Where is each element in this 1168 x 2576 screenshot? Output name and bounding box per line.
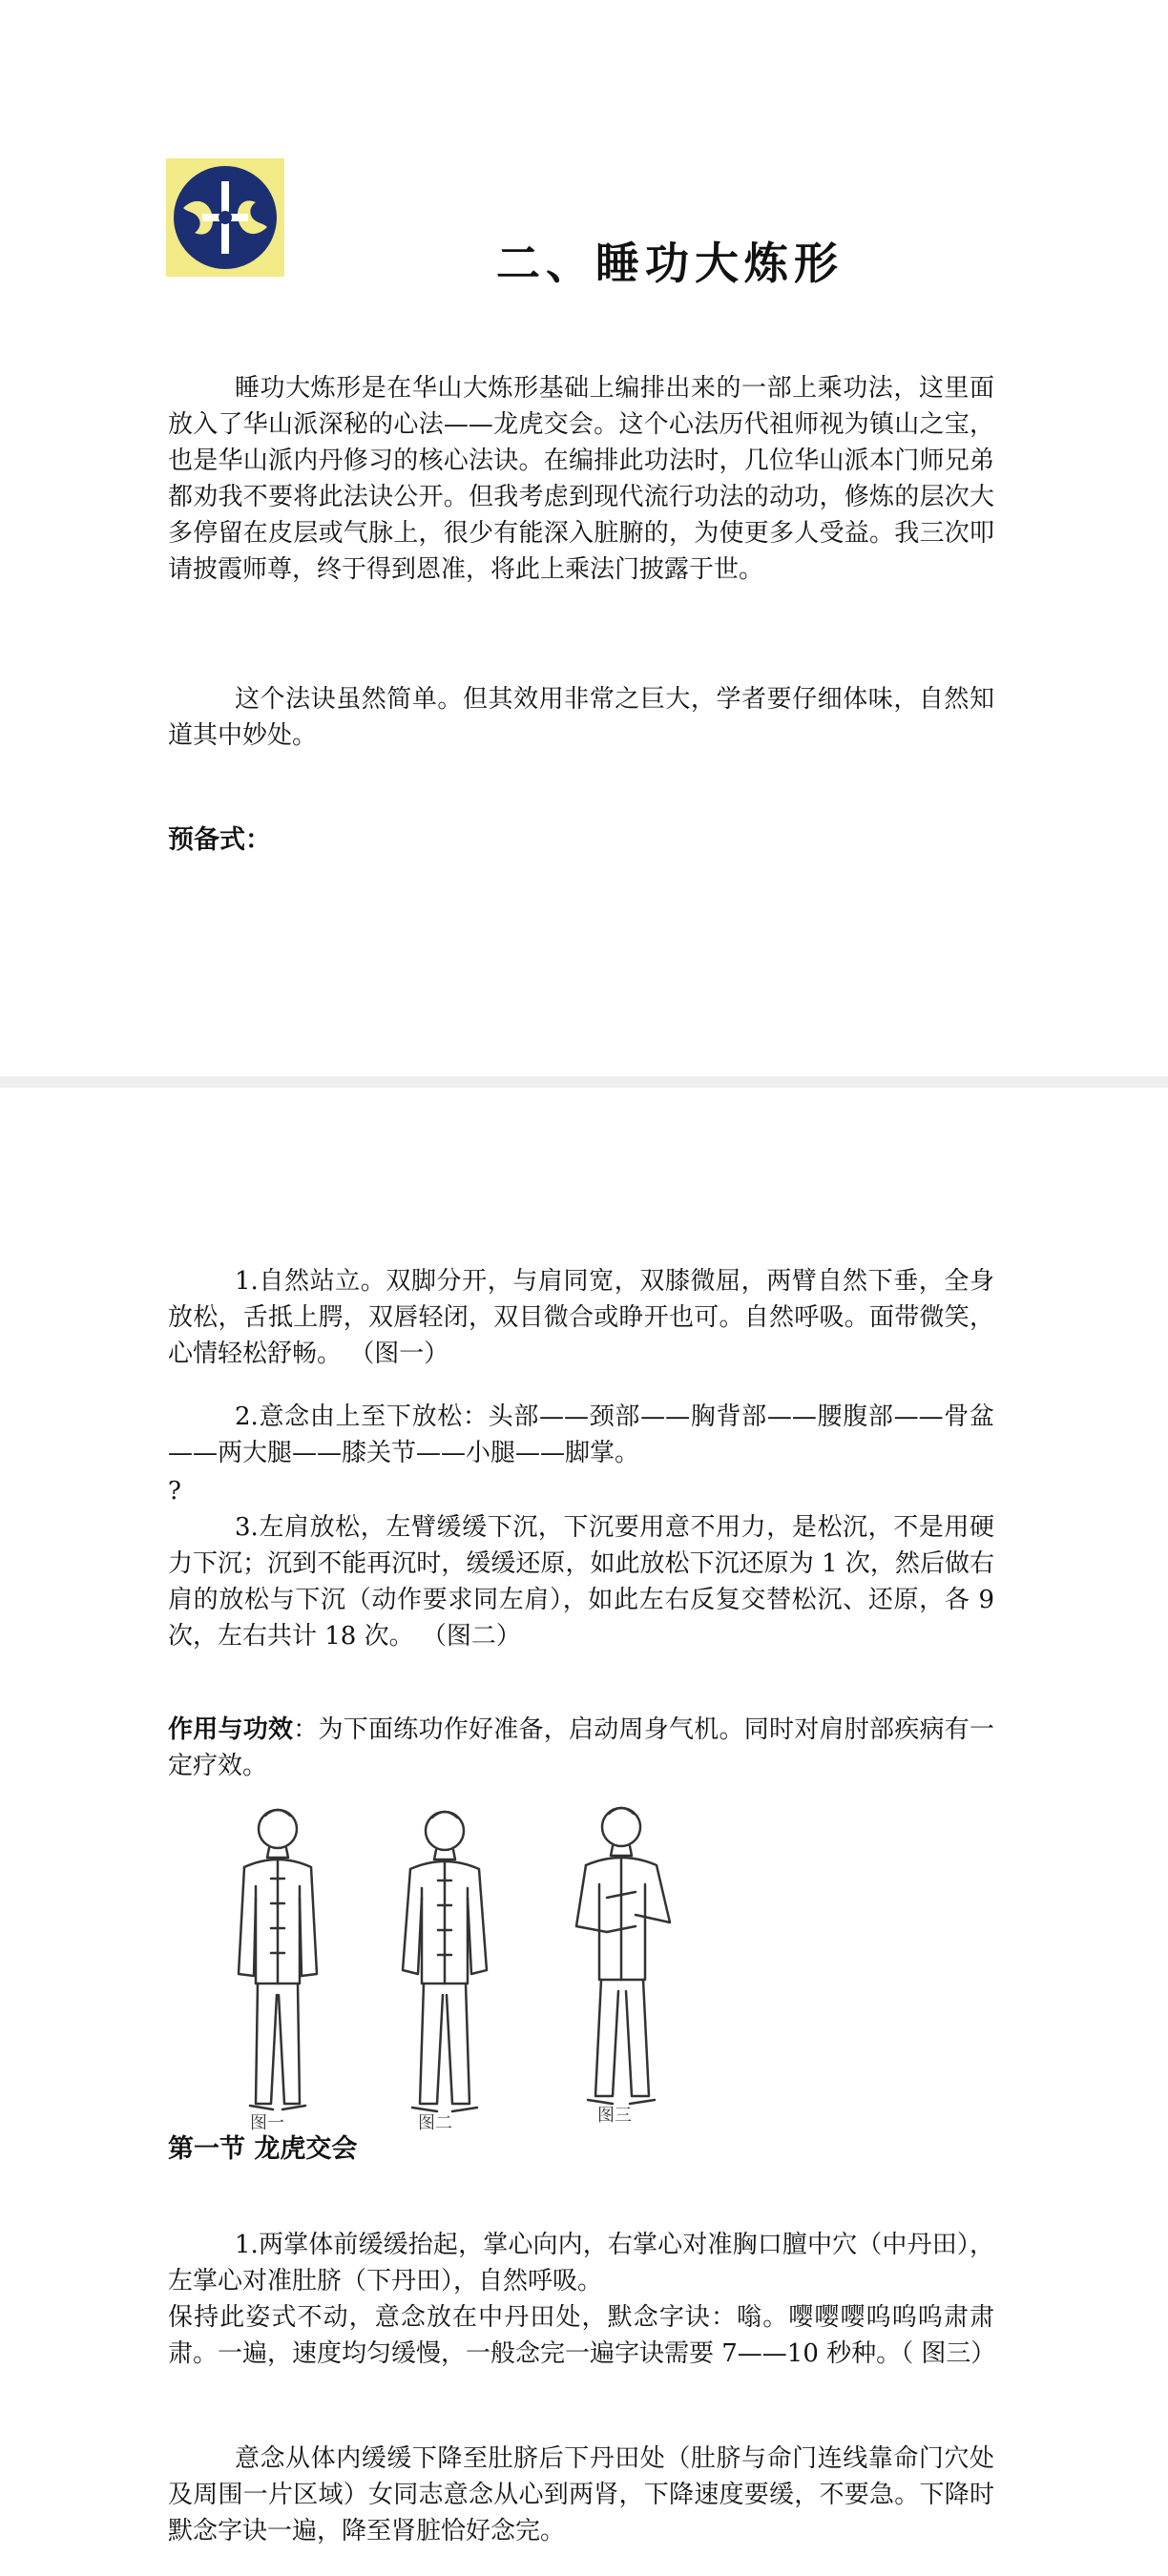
- figure-two-drawing: [403, 1812, 487, 2111]
- figure-three-drawing: [576, 1808, 670, 2104]
- posture-figure: [187, 1793, 721, 2140]
- stray-question-mark: ?: [168, 1477, 181, 1506]
- effect-text: ：为下面练功作好准备，启动周身气机。同时对肩肘部疾病有一定疗效。: [168, 1715, 994, 1780]
- intro-paragraph: 睡功大炼形是在华山大炼形基础上编排出来的一部上乘功法，这里面放入了华山派深秘的心法——龙虎交会。这个心法历代祖师视为镇山之宝，也是华山派内丹修习的核心法诀。在编排此功法时，几位华山派本门师兄弟都劝我不要将此法诀公开。但我考虑到现代流行功法的动功，修炼的层次大多停留在皮层或气脉上，很少有能深入脏腑的，为使更多人受益。我三次叩请披霞师尊，终于得到恩准，将此上乘法门披露于世。: [168, 374, 994, 584]
- page-title: 二、睡功大炼形: [496, 238, 844, 289]
- section-heading: 第一节 龙虎交会: [168, 2134, 358, 2164]
- second-paragraph: 这个法诀虽然简单。但其效用非常之巨大，学者要仔细体味，自然知道其中妙处。: [168, 685, 994, 750]
- document-page-1: [0, 0, 1168, 1076]
- prep-heading: 预备式：: [168, 825, 271, 855]
- figure-caption-1: 图一: [250, 2113, 284, 2133]
- huashan-logo: [166, 158, 284, 277]
- posture-drawings: [187, 1793, 721, 2140]
- last-paragraph: 意念从体内缓缓下降至肚脐后下丹田处（肚脐与命门连线靠命门穴处及周围一片区域）女同志意念从心到两肾，下降速度要缓，不要急。下降时默念字诀一遍，降至肾脏恰好念完。: [168, 2444, 994, 2545]
- effect-paragraph: [168, 1712, 994, 1784]
- document-page-2: [0, 1088, 1168, 2576]
- section-step-1-line-2: 保持此姿式不动，意念放在中丹田处，默念字诀：嗡。嘤嘤嘤呜呜呜肃肃肃。一遍，速度均匀缓慢，一般念完一遍字诀需要 7——10 秒种。（ 图三）: [168, 2303, 996, 2368]
- prep-step-1: 1.自然站立。双脚分开，与肩同宽，双膝微屈，两臂自然下垂，全身放松，舌抵上腭，双唇轻闭，双目微合或睁开也可。自然呼吸。面带微笑，心情轻松舒畅。 （图一）: [168, 1267, 994, 1368]
- prep-step-2: 2.意念由上至下放松：头部——颈部——胸背部——腰腹部——骨盆——两大腿——膝关节——小腿——脚掌。: [168, 1402, 994, 1467]
- section-step-1: [168, 2227, 994, 2372]
- taiji-logo-icon: [166, 158, 284, 277]
- section-step-1-line-1: 1.两掌体前缓缓抬起，掌心向内，右掌心对准胸口膻中穴（中丹田），左掌心对准肚脐（下丹田），自然呼吸。: [168, 2231, 994, 2296]
- prep-step-3: 3.左肩放松，左臂缓缓下沉，下沉要用意不用力，是松沉，不是用硬力下沉；沉到不能再沉时，缓缓还原，如此放松下沉还原为 1 次，然后做右肩的放松与下沉（动作要求同左肩），如此左右反复交替松沉、还原，各 9 次，左右共计 18 次。 （图二）: [168, 1513, 994, 1651]
- page-separator: [0, 1076, 1168, 1088]
- figure-one-drawing: [239, 1810, 317, 2109]
- figure-caption-2: 图二: [418, 2113, 452, 2133]
- effect-label: 作用与功效: [168, 1715, 294, 1744]
- figure-caption-3: 图三: [597, 2106, 632, 2126]
